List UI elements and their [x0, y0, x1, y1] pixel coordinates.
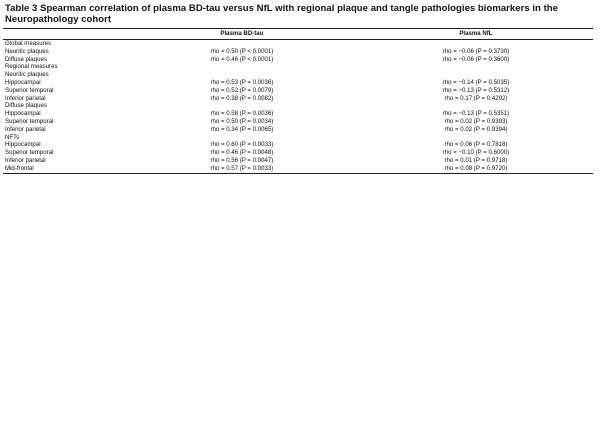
group-heading-row [3, 134, 593, 142]
bd-tau-value: rho = 0.60 (P = 0.0033) [210, 141, 274, 149]
table-row [3, 126, 593, 134]
row-label: Neuritic plaques [5, 47, 49, 55]
table-row [3, 56, 593, 64]
row-label: Hippocampal [5, 141, 41, 149]
bd-tau-value: rho = 0.52 (P = 0.0079) [210, 86, 274, 94]
bd-tau-value: rho = 0.46 (P < 0.0001) [210, 55, 274, 63]
row-label: Hippocampal [5, 78, 41, 86]
nfl-value: rho = 0.02 (P = 0.9394) [444, 125, 508, 133]
nfl-value: rho = −0.06 (P = 0.3730) [442, 47, 510, 55]
bd-tau-value: rho = 0.56 (P = 0.0047) [210, 156, 274, 164]
bd-tau-value: rho = 0.46 (P = 0.0048) [210, 149, 274, 157]
bd-tau-value: rho = 0.50 (P = 0.0034) [210, 117, 274, 125]
bd-tau-value: rho = 0.34 (P = 0.0065) [210, 125, 274, 133]
nfl-value: rho = −0.06 (P = 0.3600) [442, 55, 510, 63]
table-row [3, 141, 593, 149]
table-header-row [3, 29, 593, 40]
nfl-value: rho = −0.13 (P = 0.5312) [442, 86, 510, 94]
table-row [3, 149, 593, 157]
bd-tau-value: rho = 0.57 (P = 0.0033) [125, 165, 359, 173]
header-label-col [3, 29, 125, 40]
group-heading-row [3, 71, 593, 79]
correlation-table [3, 28, 593, 174]
group-heading: Neuritic plaques [5, 71, 49, 79]
group-heading-row [3, 102, 593, 110]
table-caption: Table 3 Spearman correlation of plasma BD-tau versus NfL with regional plaque and tangle pathologies biomarkers in the Neuropathology cohort [5, 3, 558, 25]
row-label: Inferior parietal [5, 125, 46, 133]
nfl-value: rho = −0.10 (P = 0.6000) [442, 149, 510, 157]
table-row [3, 48, 593, 56]
section-heading: Global measures [5, 40, 52, 47]
header-bd-tau: Plasma BD-tau [125, 29, 359, 40]
table-row [3, 110, 593, 118]
table-row [3, 157, 593, 165]
row-label: Diffuse plaques [5, 55, 47, 63]
row-label: Superior temporal [5, 149, 54, 157]
row-label: Superior temporal [5, 117, 54, 125]
table-row [3, 165, 593, 173]
bd-tau-value: rho = 0.38 (P = 0.0082) [210, 94, 274, 102]
bd-tau-value: rho = 0.58 (P = 0.0036) [210, 110, 274, 118]
row-label: Superior temporal [5, 86, 54, 94]
row-label: Mid-frontal [3, 165, 125, 173]
row-label: Inferior parietal [5, 156, 46, 164]
nfl-value: rho = −0.13 (P = 0.5351) [442, 110, 510, 118]
nfl-value: rho = 0.02 (P = 0.9393) [444, 117, 508, 125]
table-row [3, 95, 593, 103]
nfl-value: rho = 0.17 (P = 0.4292) [444, 94, 508, 102]
table-row [3, 79, 593, 87]
nfl-value: rho = 0.06 (P = 0.7818) [444, 141, 508, 149]
bd-tau-value: rho = 0.53 (P = 0.0036) [210, 78, 274, 86]
header-nfl: Plasma NfL [359, 29, 593, 40]
table-body [3, 40, 593, 174]
bd-tau-value: rho = 0.50 (P < 0.0001) [210, 47, 274, 55]
row-label: Inferior parietal [5, 94, 46, 102]
table-row [3, 118, 593, 126]
section-heading-row [3, 40, 593, 48]
group-heading: NFTs [5, 133, 20, 141]
section-heading-row [3, 63, 593, 71]
row-label: Hippocampal [5, 110, 41, 118]
section-heading: Regional measures [5, 63, 58, 71]
table-row [3, 87, 593, 95]
nfl-value: rho = 0.08 (P = 0.9720) [359, 165, 593, 173]
group-heading: Diffuse plaques [5, 102, 47, 110]
nfl-value: rho = −0.14 (P = 0.5035) [442, 78, 510, 86]
nfl-value: rho = 0.01 (P = 0.9718) [444, 156, 508, 164]
